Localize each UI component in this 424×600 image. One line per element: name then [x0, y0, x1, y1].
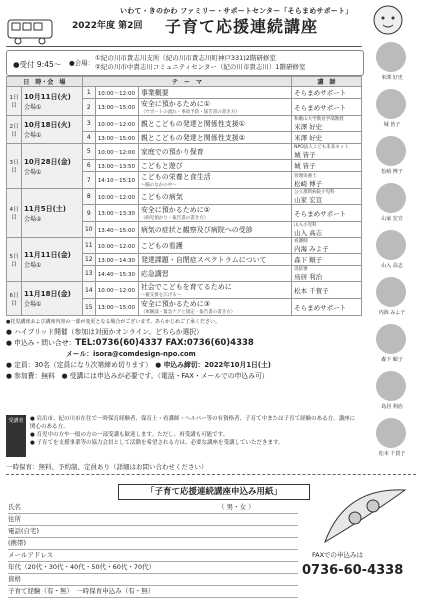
session-number: 13	[82, 266, 95, 282]
theme-text: こどもと遊び	[140, 161, 183, 170]
form-title: 「子育て応援連続講座申込み用紙」	[118, 484, 310, 500]
avatar	[376, 371, 406, 401]
session-lecturer	[292, 172, 362, 189]
venue-1: ①紀の川市貴志川支所（紀の川市貴志川町神戸331)2階研修室	[95, 54, 276, 62]
lecturer-photo	[364, 181, 420, 228]
capacity-line: ● 定員：30名（定員になり次第締め切ります）	[6, 361, 149, 369]
theme-text: 病気の症状と観察及び病院への受診	[140, 225, 253, 234]
session-number: 14	[82, 282, 95, 299]
theme-text: 事業概要	[140, 88, 169, 97]
photo-caption: 松本 千賀子	[378, 451, 406, 457]
avatar	[376, 183, 406, 213]
theme-text: 応急講習	[140, 269, 169, 278]
form-age-field[interactable]: 年代（20代・30代・40代・50代・60代・70代）	[8, 562, 298, 574]
theme-text: こどもの栄養と食生活	[140, 173, 211, 181]
organizer-name: いわて・きのかわ ファミリー・サポートセンター「そらまめサポート」	[120, 7, 353, 15]
lecturer-name: そらまめサポート	[294, 89, 347, 97]
session-lecturer	[292, 205, 362, 222]
lecturer-affiliation: 看護師	[294, 239, 308, 244]
session-number: 6	[82, 160, 95, 172]
childcare-note: 一時保育：無料、予約制、定員あり（詳細はお問い合わせください）	[6, 463, 208, 471]
photo-caption: 松崎 博子	[381, 169, 403, 175]
theme-text: 社会でこどもを育てるために	[140, 283, 232, 291]
lecturer-photo	[364, 322, 420, 369]
session-theme	[138, 160, 291, 172]
session-lecturer	[292, 238, 362, 254]
column-lecturer: 講 師	[292, 77, 362, 87]
reception-time: ●受付 9:45～	[13, 60, 62, 69]
session-theme	[138, 222, 291, 238]
deadline-line: ● 申込み締切：2022年10月1日(土)	[155, 361, 271, 369]
header-divider	[6, 46, 362, 47]
session-number: 8	[82, 189, 95, 205]
theme-text: 親とこどもの発達と関係性支援②	[140, 133, 246, 142]
session-theme	[138, 282, 291, 299]
session-time: 13:00～14:30	[95, 254, 138, 266]
sex-choice[interactable]: （ 男・女 ）	[218, 503, 255, 511]
theme-text: こどもの看護	[140, 241, 183, 250]
venue-text: 会場①	[24, 103, 42, 111]
venue-2: ②紀の川市中貴志川コミュニティセンター（紀の川市貴志川）1階研修室	[95, 63, 306, 71]
photo-caption: 内海 みよ子	[378, 310, 406, 316]
session-theme	[138, 266, 291, 282]
session-lecturer	[292, 222, 362, 238]
lecturer-name: 松本 千賀子	[294, 286, 329, 295]
form-address-field[interactable]: 住所	[8, 514, 298, 526]
column-date: 日 時・会 場	[7, 77, 83, 87]
lecturer-photo	[364, 87, 420, 134]
lecturer-name: 山入 高志	[294, 229, 323, 237]
session-lecturer	[292, 99, 362, 116]
avatar	[376, 324, 406, 354]
theme-text: 親とこどもの発達と関係性支援①	[140, 119, 246, 128]
phone-fax: TEL:0736(60)4337 FAX:0736(60)4338	[75, 338, 254, 348]
avatar	[376, 89, 406, 119]
date-text: 10月11日(火)	[24, 92, 71, 101]
lecturer-name: 城 皆子	[294, 151, 316, 159]
session-lecturer	[292, 282, 362, 299]
table-row	[7, 189, 362, 205]
day-label: 6日目	[7, 282, 22, 316]
session-time: 10:00～12:00	[95, 116, 138, 132]
target-note: ● 子育てを支援事業等の協力会員として活動を希望される方は、必要な講座を受講していただきます。	[30, 440, 284, 446]
theme-text: 家庭での預かり保育	[140, 147, 204, 156]
venue-text: 会場②	[24, 215, 42, 223]
table-row	[7, 144, 362, 160]
date-text: 11月11日(金)	[24, 251, 71, 259]
mascot-bean-icon	[364, 2, 412, 38]
day-label: 4日目	[7, 189, 22, 238]
session-number: 15	[82, 299, 95, 316]
lecturer-affiliation: 管理栄養士	[294, 173, 317, 179]
session-lecturer	[292, 266, 362, 282]
apply-label: ● 申込み・問い合せ：	[6, 339, 76, 347]
lecturer-affiliation: 公立那賀病院小児科	[294, 190, 335, 195]
session-lecturer	[292, 132, 362, 144]
lecturer-name: 鳥居 利治	[294, 273, 323, 281]
session-number: 7	[82, 172, 95, 189]
session-time: 10:00～12:00	[95, 87, 138, 99]
table-row	[7, 87, 362, 99]
lecturer-name: そらまめサポート	[294, 103, 347, 112]
session-time: 13:00～15:00	[95, 99, 138, 116]
cut-line	[6, 474, 416, 475]
event-year: 2022年度 第2回	[72, 21, 143, 31]
lecturer-affiliation: 和歌山大学教育学部教授	[294, 117, 344, 122]
details-section	[6, 327, 362, 382]
session-number: 1	[82, 87, 95, 99]
email-address: メール：isora@comdesign-npo.com	[66, 350, 196, 358]
session-theme	[138, 299, 291, 316]
venue-text: 会場①	[24, 301, 42, 308]
page-title: 子育て応援連続講座	[165, 17, 319, 36]
bean-pod-icon	[315, 482, 415, 548]
avatar	[376, 136, 406, 166]
session-time: 10:00～12:00	[95, 238, 138, 254]
theme-text: 安全に預かるために①	[140, 100, 211, 108]
theme-text: 安全に預かるために③	[140, 300, 211, 308]
venue-text: 会場①	[24, 132, 42, 139]
photo-caption: 山家 宏宣	[381, 216, 403, 222]
session-number: 12	[82, 254, 95, 266]
theme-text: こどもの病気	[140, 192, 183, 201]
day-label: 1日目	[7, 87, 22, 116]
session-number: 10	[82, 222, 95, 238]
session-number: 3	[82, 116, 95, 132]
theme-text: 安全に預かるために②	[140, 206, 211, 214]
form-email-field[interactable]: メールアドレス	[8, 550, 298, 562]
column-theme: テ ー マ	[82, 77, 291, 87]
session-lecturer	[292, 144, 362, 160]
lecturer-photo	[364, 228, 420, 275]
session-lecturer	[292, 87, 362, 99]
session-time: 10:00～12:00	[95, 144, 138, 160]
table-row	[7, 282, 362, 299]
lecturer-name: 松崎 博子	[294, 179, 323, 188]
venue-text: 会場①	[24, 168, 42, 176]
schedule-note: ●托児講座および講座内容の一部が変更となる場合がございます。あらかじめご了承ください。	[6, 319, 220, 325]
session-date	[22, 116, 83, 144]
date-text: 11月18日(金)	[24, 290, 71, 298]
photo-caption: 米澤 好史	[381, 75, 403, 81]
venue-label: ●会場：	[69, 59, 95, 67]
photo-caption: 鳥居 利治	[381, 404, 403, 410]
session-theme	[138, 254, 291, 266]
photo-caption: 森下 順子	[381, 357, 403, 363]
venue-text: 会場①	[24, 262, 42, 269]
session-date	[22, 238, 83, 282]
form-name-field[interactable]: 氏名 （ 男・女 ）	[8, 502, 298, 514]
date-text: 11月5日(土)	[24, 204, 67, 213]
photo-caption: 山入 高志	[381, 263, 403, 269]
session-date	[22, 282, 83, 316]
session-theme	[138, 172, 291, 189]
lecturer-photo	[364, 416, 420, 463]
session-lecturer	[292, 189, 362, 205]
session-theme	[138, 116, 291, 132]
fax-number: 0736-60-4338	[302, 563, 404, 578]
session-time: 14:40～15:30	[95, 266, 138, 282]
lecturer-name: 森下 順子	[294, 256, 323, 264]
session-time: 13:00～13:50	[95, 160, 138, 172]
lecturer-affiliation: NPO法人こども未来ネット	[294, 145, 349, 150]
target-note: ● 岩出市、紀の川市在住で一時保育経験者、保育士・看護師・ヘルパー等の有資格者、子育て中または子育て経験のある方。講座に関心のある方。	[30, 416, 356, 430]
session-time: 13:00～13:30	[95, 205, 138, 222]
theme-subtitle: （病児預かり・報告書の書き方）	[140, 216, 209, 221]
lecturer-name: 山家 宏宣	[294, 196, 323, 204]
theme-subtitle: ～腸のなかの中～	[140, 183, 177, 188]
lecturer-name: 米澤 好史	[294, 134, 323, 142]
session-time: 14:10～15:10	[95, 172, 138, 189]
table-row	[7, 116, 362, 132]
avatar	[376, 418, 406, 448]
session-date	[22, 87, 83, 116]
lecturer-name: 城 皆子	[294, 162, 316, 170]
day-label: 5日目	[7, 238, 22, 282]
theme-text: 発達課題・自閉症スペクトラムについて	[140, 255, 267, 264]
target-note: ● 育児中の方や一般の方の一部受講も歓迎します。ただし、再受講も可能です。	[30, 432, 229, 438]
lecturer-affiliation: 消防署	[294, 267, 308, 272]
session-lecturer	[292, 160, 362, 172]
theme-subtitle: （体験談・緊急ケアと規定・報告書の書き方）	[140, 310, 236, 315]
target-notes	[30, 415, 360, 447]
info-box	[6, 50, 364, 76]
session-theme	[138, 189, 291, 205]
form-home-phone-field[interactable]: 電話(自宅)	[8, 526, 298, 538]
lecturer-name: 米澤 好史	[294, 123, 323, 131]
session-time: 13:00～15:00	[95, 132, 138, 144]
photo-caption: 城 皆子	[383, 122, 401, 128]
fee-line: ● 参加費：無料	[6, 372, 55, 380]
lecturer-photo	[364, 40, 420, 87]
session-lecturer	[292, 299, 362, 316]
session-number: 4	[82, 132, 95, 144]
avatar	[376, 42, 406, 72]
session-time: 10:00～12:00	[95, 282, 138, 299]
lecturer-photos	[364, 40, 420, 463]
date-text: 10月28日(金)	[24, 157, 71, 166]
date-text: 10月18日(火)	[24, 121, 71, 129]
session-lecturer	[292, 116, 362, 132]
lecturer-name: そらまめサポート	[294, 209, 347, 218]
session-time: 13:00～15:00	[95, 299, 138, 316]
lecturer-photo	[364, 134, 420, 181]
avatar	[376, 277, 406, 307]
hybrid-line: ● ハイブリッド開催（参加は対面かオンライン、どちらか選択）	[6, 328, 203, 336]
train-illustration-icon	[6, 8, 56, 48]
avatar	[376, 230, 406, 260]
form-qualification-field[interactable]: 資格	[8, 574, 298, 586]
session-time: 10:00～12:00	[95, 189, 138, 205]
session-number: 9	[82, 205, 95, 222]
lecturer-name: そらまめサポート	[294, 303, 347, 312]
theme-subtitle: ～親支援を広げる～	[140, 293, 182, 298]
form-experience-field[interactable]: 子育て経験（有・無） 一時保育申込み（有・無）	[8, 586, 298, 598]
session-theme	[138, 87, 291, 99]
session-number: 5	[82, 144, 95, 160]
session-theme	[138, 205, 291, 222]
method-line: ● 受講には申込みが必要です。（電話・FAX・メールでの申込み可）	[61, 372, 269, 380]
session-number: 11	[82, 238, 95, 254]
table-row	[7, 238, 362, 254]
session-date	[22, 144, 83, 189]
day-label: 2日目	[7, 116, 22, 144]
fax-label: FAXでの申込みは	[312, 551, 364, 559]
application-form	[8, 502, 298, 598]
schedule-table	[6, 76, 362, 316]
session-theme	[138, 132, 291, 144]
session-theme	[138, 238, 291, 254]
session-date	[22, 189, 83, 238]
session-time: 13:40～15:00	[95, 222, 138, 238]
lecturer-photo	[364, 275, 420, 322]
lecturer-name: 内海 みよ子	[294, 245, 329, 253]
session-theme	[138, 99, 291, 116]
session-theme	[138, 144, 291, 160]
session-lecturer	[292, 254, 362, 266]
form-mobile-field[interactable]: (携帯)	[8, 538, 298, 550]
lecturer-photo	[364, 369, 420, 416]
session-number: 2	[82, 99, 95, 116]
target-tag: 受講者	[6, 415, 26, 457]
day-label: 3日目	[7, 144, 22, 189]
lecturer-affiliation: 山入小児科	[294, 223, 317, 228]
theme-subtitle: （サポートの流れ・事故予防・報告書の書き方）	[140, 110, 240, 115]
